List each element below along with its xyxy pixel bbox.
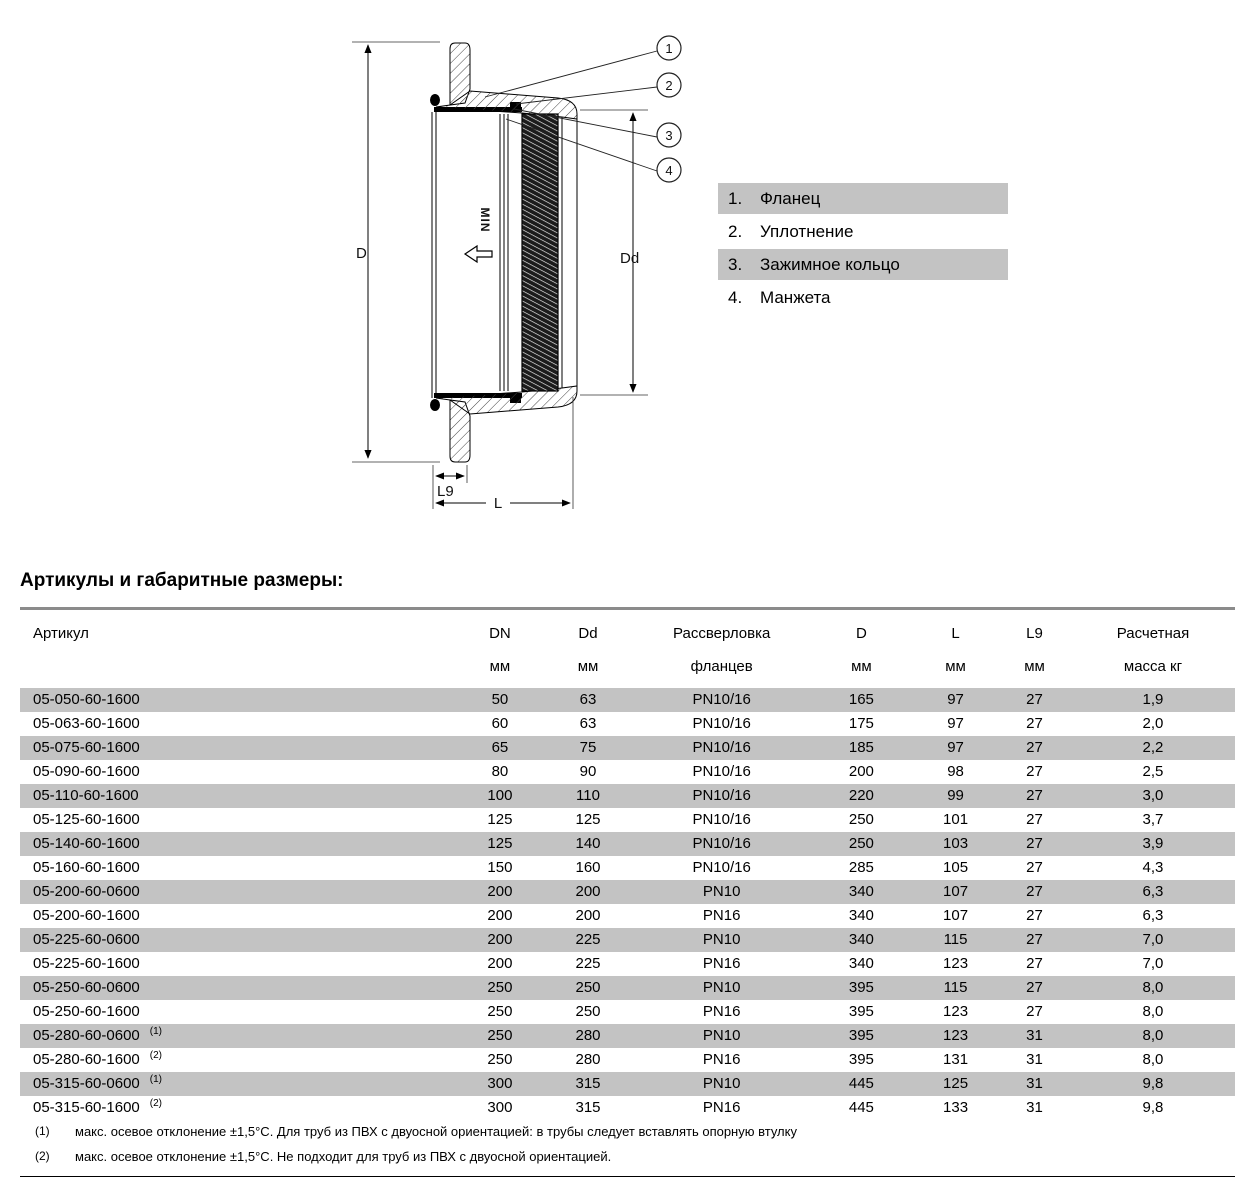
cell-article — [20, 904, 457, 928]
cell-L: 98 — [947, 763, 964, 780]
table-row — [20, 760, 1235, 784]
legend-item — [718, 183, 1008, 214]
cell-D: 200 — [848, 763, 874, 780]
callout-3-number: 3 — [665, 128, 673, 143]
legend-item-label: Уплотнение — [760, 221, 854, 241]
callout-2-number: 2 — [665, 78, 673, 93]
cell-mass: 3,9 — [1142, 835, 1164, 852]
article-number: 05-125-60-1600 — [33, 811, 140, 828]
legend-item-number: 2. — [728, 221, 743, 241]
cell-article — [20, 952, 457, 976]
article-number: 05-225-60-0600 — [33, 931, 140, 948]
cell-dd: 225 — [575, 931, 601, 948]
cell-article — [20, 832, 457, 856]
footnote-marker-ref: (1) — [149, 1074, 162, 1085]
cell-drill: PN10/16 — [692, 691, 751, 708]
cell-drill: PN10 — [702, 931, 741, 948]
cell-dn: 300 — [487, 1099, 513, 1116]
callout-3 — [657, 123, 681, 147]
cell-D: 165 — [848, 691, 874, 708]
cell-dd: 250 — [575, 1003, 601, 1020]
cell-dn: 125 — [487, 835, 513, 852]
cell-dd: 125 — [575, 811, 601, 828]
cell-drill: PN16 — [702, 955, 741, 972]
cell-drill: PN10/16 — [692, 787, 751, 804]
footnotes — [20, 1124, 1235, 1174]
article-number: 05-140-60-1600 — [33, 835, 140, 852]
article-number: 05-050-60-1600 — [33, 691, 140, 708]
footnote-marker-ref: (2) — [149, 1050, 162, 1061]
cell-dd: 160 — [575, 859, 601, 876]
cell-L9: 27 — [1026, 715, 1043, 732]
cell-D: 250 — [848, 811, 874, 828]
cell-dn: 80 — [491, 763, 509, 780]
footnote — [20, 1149, 1235, 1164]
table-row — [20, 832, 1235, 856]
cell-dd: 75 — [579, 739, 597, 756]
table-row — [20, 736, 1235, 760]
cell-dd: 63 — [579, 691, 597, 708]
cell-dd: 63 — [579, 715, 597, 732]
cell-L9: 31 — [1026, 1051, 1043, 1068]
cell-drill: PN10 — [702, 1027, 741, 1044]
cell-D: 395 — [848, 1003, 874, 1020]
cell-dn: 200 — [487, 907, 513, 924]
cell-dn: 250 — [487, 979, 513, 996]
footnote-text: макс. осевое отклонение ±1,5°C. Не подходит для труб из ПВХ с двуосной ориентацией. — [75, 1149, 612, 1164]
cell-article — [20, 880, 457, 904]
article-number: 05-315-60-0600 — [33, 1075, 140, 1092]
cell-mass: 2,5 — [1142, 763, 1164, 780]
col-header-mass: Расчетная — [1116, 624, 1190, 642]
footnote-marker-ref: (1) — [149, 1026, 162, 1037]
cell-dd: 200 — [575, 907, 601, 924]
legend-item — [718, 216, 1008, 247]
cell-drill: PN10/16 — [692, 811, 751, 828]
cell-mass: 8,0 — [1142, 1003, 1164, 1020]
article-number: 05-250-60-0600 — [33, 979, 140, 996]
cell-dd: 110 — [576, 787, 600, 804]
cell-L: 115 — [943, 931, 968, 948]
cell-drill: PN10 — [702, 1075, 741, 1092]
cell-D: 340 — [848, 931, 874, 948]
cell-mass: 6,3 — [1142, 883, 1164, 900]
dimension-L-label: L — [493, 495, 503, 512]
cell-article — [20, 1024, 457, 1048]
col-unit-mass: масса кг — [1123, 657, 1183, 675]
callout-4 — [657, 158, 681, 182]
cell-dd: 90 — [579, 763, 597, 780]
cell-D: 340 — [848, 883, 874, 900]
col-header-drill: Рассверловка — [673, 624, 771, 642]
table-row — [20, 952, 1235, 976]
cell-mass: 8,0 — [1142, 979, 1164, 996]
cell-L9: 31 — [1026, 1027, 1043, 1044]
cell-L: 123 — [943, 1027, 969, 1044]
table-row — [20, 1072, 1235, 1096]
callout-4-number: 4 — [665, 163, 673, 178]
cell-drill: PN10/16 — [692, 859, 751, 876]
cell-article — [20, 712, 457, 736]
col-header-L9: L9 — [1026, 624, 1043, 642]
cell-L9: 27 — [1026, 931, 1043, 948]
cell-dd: 280 — [575, 1027, 601, 1044]
table-row — [20, 976, 1235, 1000]
table-header — [20, 609, 1235, 689]
article-number: 05-280-60-1600 — [33, 1051, 140, 1068]
cell-dd: 315 — [575, 1075, 601, 1092]
parts-legend — [718, 183, 1008, 315]
cell-dn: 65 — [491, 739, 509, 756]
cell-mass: 8,0 — [1142, 1027, 1164, 1044]
cell-drill: PN16 — [702, 1051, 741, 1068]
cell-D: 250 — [848, 835, 874, 852]
dimension-Dd-label: Dd — [620, 250, 640, 267]
legend-item-label: Фланец — [760, 188, 821, 208]
cell-mass: 7,0 — [1142, 955, 1164, 972]
cell-L9: 27 — [1026, 955, 1043, 972]
oring-top — [430, 94, 440, 106]
cell-L9: 31 — [1026, 1075, 1043, 1092]
col-header-dn: DN — [489, 624, 511, 642]
cell-dd: 315 — [575, 1099, 601, 1116]
cell-dn: 200 — [487, 931, 513, 948]
cell-mass: 8,0 — [1142, 1051, 1164, 1068]
cell-drill: PN16 — [702, 1003, 741, 1020]
col-header-article: Артикул — [33, 624, 89, 642]
table-row — [20, 1048, 1235, 1072]
article-number: 05-075-60-1600 — [33, 739, 140, 756]
dimension-L9 — [433, 465, 467, 509]
cell-D: 395 — [848, 1051, 874, 1068]
cell-L: 103 — [943, 835, 969, 852]
cell-D: 285 — [848, 859, 874, 876]
table-row — [20, 1000, 1235, 1024]
min-insertion-mark — [465, 208, 492, 263]
cell-mass: 3,7 — [1142, 811, 1164, 828]
cell-article — [20, 1048, 457, 1072]
table-row — [20, 808, 1235, 832]
cell-dn: 60 — [491, 715, 509, 732]
cell-L: 101 — [943, 811, 969, 828]
legend-item — [718, 282, 1008, 313]
article-number: 05-090-60-1600 — [33, 763, 140, 780]
table-row — [20, 688, 1235, 712]
col-unit-article — [20, 650, 457, 688]
bottom-rule — [20, 1176, 1235, 1177]
col-unit-dd: мм — [577, 657, 599, 675]
min-arrow-icon — [465, 246, 492, 262]
cell-article — [20, 784, 457, 808]
cell-mass: 2,0 — [1142, 715, 1164, 732]
table-row — [20, 712, 1235, 736]
cell-drill: PN10/16 — [692, 835, 751, 852]
cell-dn: 125 — [487, 811, 513, 828]
table-body — [20, 688, 1235, 1120]
cell-article — [20, 1072, 457, 1096]
cell-L9: 27 — [1026, 979, 1043, 996]
table-row — [20, 904, 1235, 928]
cell-L: 123 — [943, 955, 969, 972]
cell-mass: 3,0 — [1142, 787, 1164, 804]
cell-drill: PN10 — [702, 883, 741, 900]
cell-D: 395 — [848, 979, 874, 996]
table-row — [20, 1096, 1235, 1120]
table-row — [20, 880, 1235, 904]
clamping-ring — [500, 114, 558, 391]
col-unit-L: мм — [945, 657, 966, 675]
col-header-L: L — [951, 624, 960, 642]
article-number: 05-250-60-1600 — [33, 1003, 140, 1020]
cell-L: 125 — [943, 1075, 969, 1092]
cell-L: 133 — [943, 1099, 969, 1116]
cell-article — [20, 736, 457, 760]
cell-dd: 280 — [575, 1051, 601, 1068]
cell-L: 115 — [943, 979, 968, 996]
legend-item-number: 4. — [728, 287, 743, 307]
footnote-marker: (2) — [35, 1149, 50, 1163]
cell-D: 340 — [848, 907, 874, 924]
cell-mass: 1,9 — [1142, 691, 1164, 708]
col-unit-D: мм — [851, 657, 872, 675]
cell-dd: 225 — [575, 955, 601, 972]
article-number: 05-110-60-1600 — [33, 787, 139, 804]
cell-drill: PN10 — [702, 979, 741, 996]
cell-drill: PN10/16 — [692, 763, 751, 780]
cell-dd: 250 — [575, 979, 601, 996]
table-title: Артикулы и габаритные размеры: — [20, 570, 344, 591]
cell-mass: 4,3 — [1142, 859, 1164, 876]
table-row — [20, 856, 1235, 880]
article-number: 05-160-60-1600 — [33, 859, 140, 876]
cell-dd: 140 — [575, 835, 601, 852]
cell-dn: 100 — [487, 787, 513, 804]
cell-D: 445 — [848, 1099, 874, 1116]
cell-article — [20, 1000, 457, 1024]
cell-dn: 300 — [487, 1075, 513, 1092]
cell-L9: 31 — [1026, 1099, 1043, 1116]
cell-drill: PN16 — [702, 1099, 741, 1116]
table-row — [20, 928, 1235, 952]
legend-item-number: 3. — [728, 254, 743, 274]
footnote-text: макс. осевое отклонение ±1,5°C. Для труб из ПВХ с двуосной ориентацией: в трубы следует вставлять опорную втулку — [75, 1124, 797, 1139]
col-header-D: D — [855, 624, 867, 642]
cell-L9: 27 — [1026, 739, 1043, 756]
table-row — [20, 784, 1235, 808]
cell-L9: 27 — [1026, 835, 1043, 852]
cell-L9: 27 — [1026, 691, 1043, 708]
footnote-marker: (1) — [35, 1124, 50, 1138]
col-unit-dn: мм — [489, 657, 511, 675]
article-number: 05-200-60-1600 — [33, 907, 140, 924]
cell-article — [20, 856, 457, 880]
table-row — [20, 1024, 1235, 1048]
cell-dn: 150 — [487, 859, 513, 876]
cell-D: 445 — [848, 1075, 874, 1092]
article-number: 05-315-60-1600 — [33, 1099, 140, 1116]
col-unit-drill: фланцев — [690, 657, 753, 675]
callout-1 — [657, 36, 681, 60]
cell-dn: 50 — [491, 691, 509, 708]
dimension-D — [352, 42, 440, 462]
cell-mass: 6,3 — [1142, 907, 1164, 924]
cell-dn: 250 — [487, 1051, 513, 1068]
cell-L: 97 — [947, 715, 964, 732]
dimension-L9-label: L9 — [437, 483, 454, 500]
cell-mass: 9,8 — [1142, 1075, 1164, 1092]
dimension-D-label: D — [356, 245, 367, 262]
cell-L: 107 — [943, 907, 969, 924]
legend-item — [718, 249, 1008, 280]
cell-L9: 27 — [1026, 859, 1043, 876]
cell-article — [20, 808, 457, 832]
cell-article — [20, 760, 457, 784]
cell-D: 175 — [848, 715, 874, 732]
cell-article — [20, 928, 457, 952]
footnote-marker-ref: (2) — [149, 1098, 162, 1109]
oring-bottom — [430, 399, 440, 411]
cell-L: 105 — [943, 859, 969, 876]
cell-article — [20, 976, 457, 1000]
article-number: 05-225-60-1600 — [33, 955, 140, 972]
callout-2 — [657, 73, 681, 97]
callout-1-number: 1 — [665, 41, 673, 56]
cell-dn: 200 — [487, 955, 513, 972]
cell-D: 185 — [848, 739, 874, 756]
col-unit-L9: мм — [1024, 657, 1045, 675]
cell-L: 131 — [943, 1051, 969, 1068]
cell-L9: 27 — [1026, 811, 1043, 828]
col-header-dd: Dd — [578, 624, 598, 642]
cell-dd: 200 — [575, 883, 601, 900]
cell-L: 97 — [947, 739, 964, 756]
cell-L9: 27 — [1026, 1003, 1043, 1020]
cell-mass: 2,2 — [1142, 739, 1164, 756]
cell-dn: 250 — [487, 1027, 513, 1044]
cell-L: 99 — [947, 787, 964, 804]
article-number: 05-063-60-1600 — [33, 715, 140, 732]
cell-article — [20, 1096, 457, 1120]
legend-item-number: 1. — [728, 188, 743, 208]
cell-drill: PN10/16 — [692, 715, 751, 732]
footnote — [20, 1124, 1235, 1139]
cell-D: 220 — [848, 787, 874, 804]
cell-L: 123 — [943, 1003, 969, 1020]
cell-article — [20, 688, 457, 712]
flange-adapter-cross-section-drawing — [340, 15, 700, 525]
cell-drill: PN10/16 — [692, 739, 751, 756]
cell-L9: 27 — [1026, 907, 1043, 924]
cell-L: 107 — [943, 883, 969, 900]
cell-mass: 9,8 — [1142, 1099, 1164, 1116]
article-number: 05-280-60-0600 — [33, 1027, 140, 1044]
cell-D: 340 — [848, 955, 874, 972]
cell-L9: 27 — [1026, 883, 1043, 900]
cell-dn: 250 — [487, 1003, 513, 1020]
min-label: MIN — [478, 207, 492, 233]
legend-item-label: Манжета — [760, 287, 831, 307]
cell-drill: PN16 — [702, 907, 741, 924]
cell-L9: 27 — [1026, 787, 1043, 804]
cell-mass: 7,0 — [1142, 931, 1164, 948]
dimension-Dd — [580, 110, 648, 395]
legend-item-label: Зажимное кольцо — [760, 254, 900, 274]
cell-dn: 200 — [487, 883, 513, 900]
dimensions-table — [20, 607, 1235, 1120]
article-number: 05-200-60-0600 — [33, 883, 140, 900]
cell-L: 97 — [947, 691, 964, 708]
cell-L9: 27 — [1026, 763, 1043, 780]
cell-D: 395 — [848, 1027, 874, 1044]
